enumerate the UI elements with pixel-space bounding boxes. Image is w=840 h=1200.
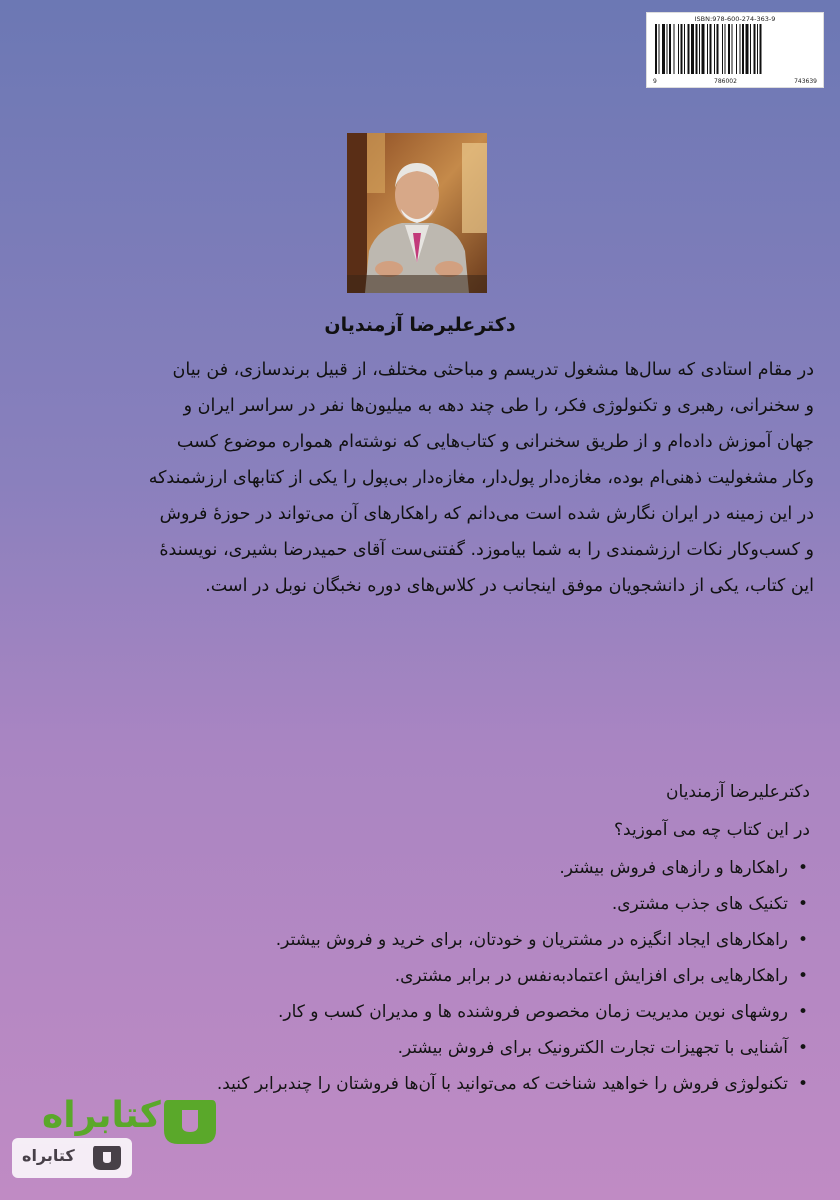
barcode-digit-left: 9 [653, 78, 657, 85]
bio-line: و سخنرانی، رهبری و تکنولوژی فکر، را طی چند دهه به میلیون‌ها نفر در سراسر ایران و [183, 396, 814, 416]
learn-list-item [28, 1000, 810, 1024]
bio-line: در مقام استادی که سال‌ها مشغول تدریسم و مباحثی مختلف، از قبیل برندسازی، فن بیان [172, 360, 814, 380]
bio-line: وکار مشغولیت ذهنی‌ام بوده، مغازه‌دار پول‌دار، مغازه‌دار بی‌پول را یکی از کتابهای ارزشمندکه [148, 468, 814, 488]
learn-item-text: روشهای نوین مدیریت زمان مخصوص فروشنده ها و مدیران کسب و کار. [278, 1002, 788, 1022]
section-question: در این کتاب چه می آموزید؟ [614, 820, 810, 840]
learn-list-item [28, 1036, 810, 1060]
author-photo [347, 133, 487, 293]
learn-item-text: تکنولوژی فروش را خواهید شناخت که می‌توانید با آن‌ها فروشتان را چندبرابر کنید. [216, 1074, 788, 1094]
bullet-icon: • [797, 1074, 808, 1094]
barcode-digit-mid: 786002 [714, 78, 737, 85]
learn-item-text: راهکارها و رازهای فروش بیشتر. [559, 858, 788, 878]
learn-item-text: تکنیک های جذب مشتری. [611, 894, 788, 914]
barcode-digit-right: 743639 [794, 78, 817, 85]
bullet-icon: • [797, 894, 808, 914]
ketabrah-small-icon [92, 1144, 122, 1172]
barcode-bars [653, 24, 817, 74]
ketabrah-small-text: کتابراه [22, 1146, 75, 1165]
learn-item-text: آشنایی با تجهیزات تجارت الکترونیک برای فروش بیشتر. [397, 1038, 788, 1058]
bullet-icon: • [797, 858, 808, 878]
ketabrah-small-badge [12, 1138, 132, 1178]
bio-line: در این زمینه در ایران نگارش شده است می‌دانم که راهکارهای آن می‌تواند در حوزهٔ فروش [159, 504, 814, 524]
bio-line: این کتاب، یکی از دانشجویان موفق اینجانب در کلاس‌های دوره نخبگان نوبل در است. [205, 576, 814, 596]
learn-section [28, 780, 810, 1108]
learn-item-text: راهکارهایی برای افزایش اعتمادبه‌نفس در برابر مشتری. [394, 966, 788, 986]
section-author-line: دکترعلیرضا آزمندیان [666, 782, 810, 802]
learn-list [28, 856, 810, 1096]
ketabrah-watermark [12, 1090, 222, 1190]
ketabrah-logo-text: کتابراه [42, 1095, 161, 1136]
bullet-icon: • [797, 930, 808, 950]
bullet-icon: • [797, 1002, 808, 1022]
isbn-barcode [646, 12, 824, 88]
author-name: دکترعلیرضا آزمندیان [324, 314, 516, 336]
ketabrah-logo-icon [162, 1096, 218, 1146]
barcode-digits [653, 78, 817, 85]
learn-item-text: راهکارهای ایجاد انگیزه در مشتریان و خودتان، برای خرید و فروش بیشتر. [275, 930, 788, 950]
bio-paragraph [28, 352, 814, 604]
learn-list-item [28, 892, 810, 916]
learn-list-item [28, 856, 810, 880]
learn-list-item [28, 964, 810, 988]
bullet-icon: • [797, 1038, 808, 1058]
bullet-icon: • [797, 966, 808, 986]
isbn-text: ISBN:978-600-274-363-9 [694, 15, 776, 23]
bio-line: جهان آموزش داده‌ام و از طریق سخنرانی و کتاب‌هایی که نوشته‌ام همواره موضوع کسب [176, 432, 814, 452]
learn-list-item [28, 928, 810, 952]
bio-line: و کسب‌وکار نکات ارزشمندی را به شما بیاموزد. گفتنی‌ست آقای حمیدرضا بشیری، نویسندهٔ [159, 540, 814, 560]
